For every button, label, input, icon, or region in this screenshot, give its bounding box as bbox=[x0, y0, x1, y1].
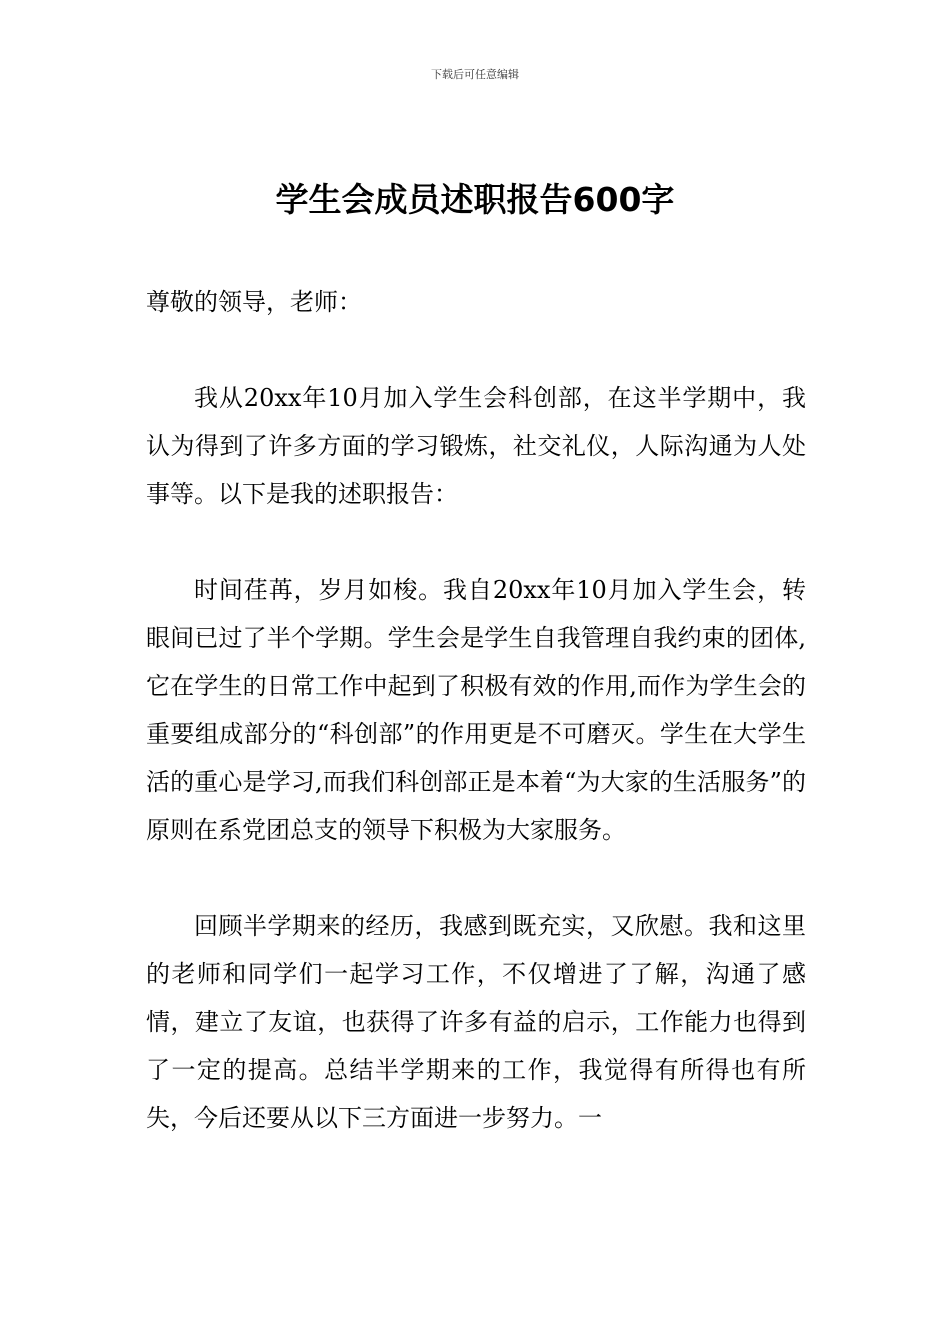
document-title: 学生会成员述职报告600字 bbox=[275, 180, 675, 219]
header-note: 下载后可任意编辑 bbox=[431, 68, 519, 81]
document-body bbox=[146, 278, 806, 1142]
paragraph-3: 回顾半学期来的经历，我感到既充实，又欣慰。我和这里的老师和同学们一起学习工作，不仅增进了了解，沟通了感情，建立了友谊，也获得了许多有益的启示，工作能力也得到了一定的提高。总结半学期来的工作，我觉得有所得也有所失，今后还要从以下三方面进一步努力。一 bbox=[146, 912, 806, 1132]
paragraph-1: 我从20xx年10月加入学生会科创部，在这半学期中，我认为得到了许多方面的学习锻炼，社交礼仪，人际沟通为人处事等。以下是我的述职报告： bbox=[146, 384, 806, 508]
paragraph-2: 时间荏苒，岁月如梭。我自20xx年10月加入学生会，转眼间已过了半个学期。学生会是学生自我管理自我约束的团体,它在学生的日常工作中起到了积极有效的作用,而作为学生会的重要组成部分的“科创部”的作用更是不可磨灭。学生在大学生活的重心是学习,而我们科创部正是本着“为大家的生活服务”的原则在系党团总支的领导下积极为大家服务。 bbox=[146, 576, 806, 844]
salutation: 尊敬的领导，老师： bbox=[146, 288, 362, 316]
